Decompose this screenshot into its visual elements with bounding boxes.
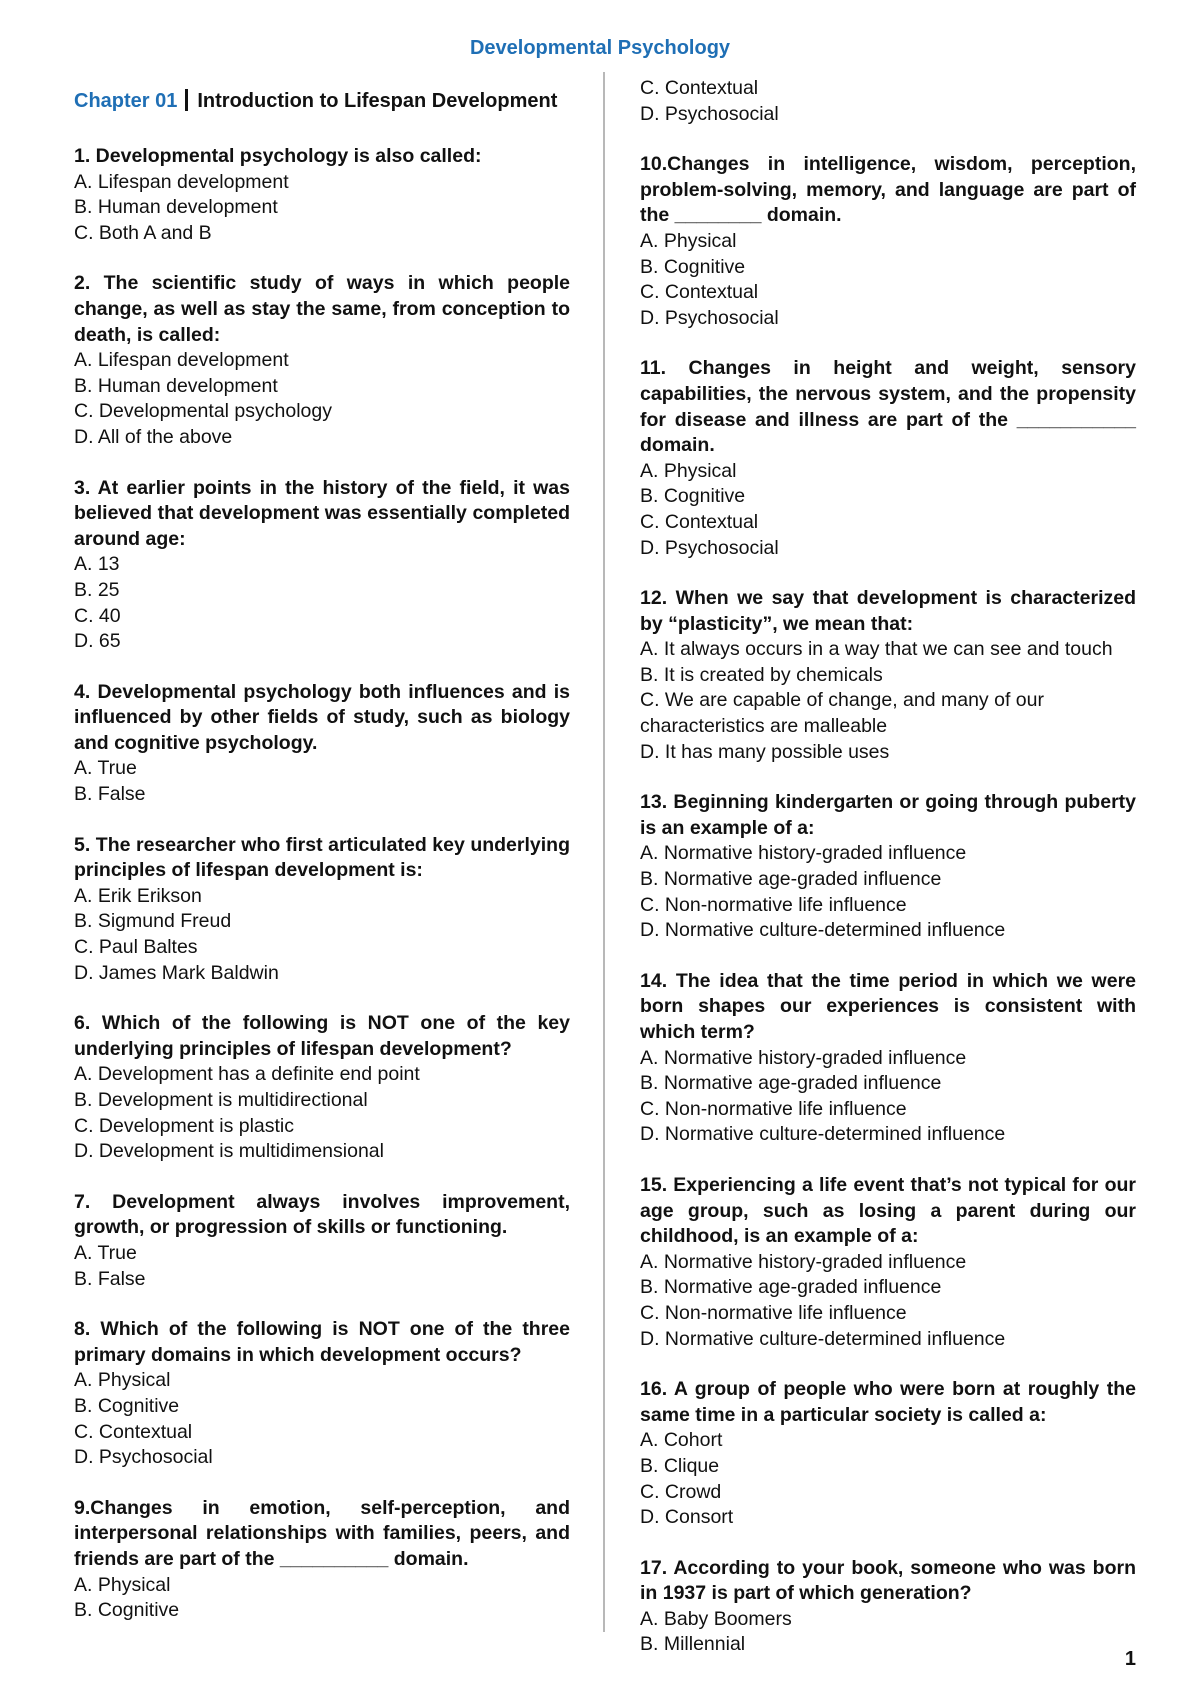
answer-option: C. Developmental psychology (74, 400, 332, 423)
answer-option: D. Normative culture-determined influence (640, 1327, 1006, 1350)
left-question-list (74, 144, 570, 1624)
answer-option: B. Cognitive (74, 1599, 180, 1622)
answer-option: A. Physical (74, 1573, 171, 1596)
answer-option: A. Erik Erikson (74, 884, 202, 907)
answer-option: A. Normative history-graded influence (640, 1250, 967, 1273)
question-text: 8. Which of the following is NOT one of the three primary domains in which development occurs? (74, 1318, 570, 1366)
answer-option: A. True (74, 1241, 137, 1264)
answer-option: B. Cognitive (74, 1394, 180, 1417)
question-item (640, 356, 1136, 561)
answer-option: B. Human development (74, 374, 278, 397)
answer-option: C. Non-normative life influence (640, 893, 907, 916)
page-number: 1 (1124, 1648, 1136, 1670)
question-continuation (640, 76, 1136, 127)
answer-option: B. Normative age-graded influence (640, 1276, 942, 1299)
answer-option: C. Development is plastic (74, 1114, 295, 1137)
question-text: 7. Development always involves improvement, growth, or progression of skills or functioning. (74, 1190, 570, 1239)
question-text: 9.Changes in emotion, self-perception, and interpersonal relationships with families, peers, and friends are part of the __________ domain. (74, 1496, 570, 1570)
answer-option: B. False (74, 783, 146, 806)
answer-option: D. All of the above (74, 425, 233, 448)
answer-option: A. 13 (74, 553, 120, 576)
answer-option: D. Consort (640, 1506, 734, 1529)
right-column (640, 76, 1136, 1683)
answer-option: A. Baby Boomers (640, 1607, 792, 1630)
question-item (640, 1556, 1136, 1658)
chapter-number: Chapter 01 (74, 90, 178, 112)
question-item (74, 833, 570, 987)
answer-option: B. Normative age-graded influence (640, 1072, 942, 1095)
answer-option: C. Both A and B (74, 221, 212, 244)
answer-option: B. Clique (640, 1454, 720, 1477)
chapter-heading (74, 88, 570, 114)
answer-option: A. It always occurs in a way that we can see and touch (640, 638, 1113, 661)
column-divider (603, 72, 605, 1632)
answer-option: B. It is created by chemicals (640, 663, 883, 686)
answer-option: B. Cognitive (640, 255, 746, 278)
question-text: 13. Beginning kindergarten or going through puberty is an example of a: (640, 791, 1136, 839)
answer-option: D. Psychosocial (74, 1446, 213, 1469)
answer-option: C. Contextual (74, 1420, 193, 1443)
question-item (74, 1496, 570, 1624)
answer-option: B. Development is multidirectional (74, 1089, 368, 1111)
question-item (74, 1190, 570, 1292)
answer-option: A. Physical (640, 459, 737, 482)
question-item (74, 476, 570, 655)
answer-option: B. Cognitive (640, 485, 746, 508)
answer-option: D. Psychosocial (640, 306, 779, 329)
answer-option: A. Development has a definite end point (74, 1063, 420, 1086)
answer-option: B. Sigmund Freud (74, 910, 232, 933)
answer-option: A. Physical (74, 1369, 171, 1392)
question-item (640, 152, 1136, 331)
question-item (74, 271, 570, 450)
chapter-divider-bar (185, 89, 188, 111)
answer-option: C. Contextual (640, 510, 759, 533)
answer-option: A. Normative history-graded influence (640, 842, 967, 865)
question-text: 2. The scientific study of ways in which people change, as well as stay the same, from conception to death, is called: (74, 272, 570, 346)
answer-option: A. True (74, 757, 137, 780)
answer-option: D. It has many possible uses (640, 740, 890, 763)
answer-option: B. 25 (74, 578, 120, 601)
question-text: 16. A group of people who were born at roughly the same time in a particular society is called a: (640, 1378, 1136, 1426)
question-item (640, 969, 1136, 1148)
question-item (640, 1377, 1136, 1531)
question-text: 5. The researcher who first articulated key underlying principles of lifespan development is: (74, 833, 570, 882)
question-item (74, 1317, 570, 1471)
answer-option: C. We are capable of change, and many of our characteristics are malleable (640, 689, 1044, 738)
question-item (640, 1173, 1136, 1352)
answer-option: C. Contextual (640, 77, 759, 99)
answer-option: B. Human development (74, 196, 278, 219)
question-text: 15. Experiencing a life event that’s not typical for our age group, such as losing a parent during our childhood, is an example of a: (640, 1173, 1136, 1248)
answer-option: C. Non-normative life influence (640, 1097, 907, 1120)
answer-option: D. Normative culture-determined influence (640, 919, 1006, 942)
question-item (74, 1011, 570, 1165)
answer-option: C. Non-normative life influence (640, 1301, 907, 1324)
answer-option: D. Psychosocial (640, 102, 779, 125)
left-column (74, 74, 570, 1649)
answer-option: D. Normative culture-determined influence (640, 1123, 1006, 1146)
question-text: 6. Which of the following is NOT one of the key underlying principles of lifespan development? (74, 1012, 570, 1060)
answer-option: D. Development is multidimensional (74, 1140, 384, 1163)
answer-option: A. Lifespan development (74, 349, 289, 372)
chapter-title: Introduction to Lifespan Development (197, 90, 558, 112)
answer-option: B. False (74, 1267, 146, 1290)
answer-option: C. Crowd (640, 1480, 722, 1503)
answer-option: A. Normative history-graded influence (640, 1046, 967, 1069)
question-item (74, 680, 570, 808)
question-text: 11. Changes in height and weight, sensory capabilities, the nervous system, and the propensity for disease and illness are part of the ___________ domain. (640, 357, 1136, 457)
page-header-title: Developmental Psychology (469, 37, 731, 59)
answer-option: D. 65 (74, 630, 121, 653)
answer-option: C. Paul Baltes (74, 936, 198, 959)
question-item (640, 790, 1136, 944)
question-text: 12. When we say that development is characterized by “plasticity”, we mean that: (640, 587, 1136, 635)
answer-option: B. Normative age-graded influence (640, 868, 942, 891)
answer-option: B. Millennial (640, 1633, 746, 1656)
question-text: 1. Developmental psychology is also called: (74, 145, 482, 167)
answer-option: A. Cohort (640, 1429, 723, 1452)
right-question-list (640, 152, 1136, 1658)
answer-option: D. James Mark Baldwin (74, 961, 279, 984)
answer-option: C. Contextual (640, 281, 759, 304)
question-item (74, 144, 570, 246)
answer-option: C. 40 (74, 604, 121, 627)
answer-option: D. Psychosocial (640, 536, 779, 559)
answer-option: A. Lifespan development (74, 170, 289, 193)
question-text: 3. At earlier points in the history of the field, it was believed that development was essentially completed around age: (74, 476, 570, 550)
question-text: 10.Changes in intelligence, wisdom, perception, problem-solving, memory, and language are part of the ________ domain. (640, 153, 1136, 227)
question-text: 14. The idea that the time period in which we were born shapes our experiences is consistent with which term? (640, 969, 1136, 1043)
question-text: 4. Developmental psychology both influences and is influenced by other fields of study, such as biology and cognitive psychology. (74, 680, 570, 754)
question-item (640, 586, 1136, 765)
answer-option: A. Physical (640, 229, 737, 252)
question-text: 17. According to your book, someone who was born in 1937 is part of which generation? (640, 1556, 1136, 1605)
